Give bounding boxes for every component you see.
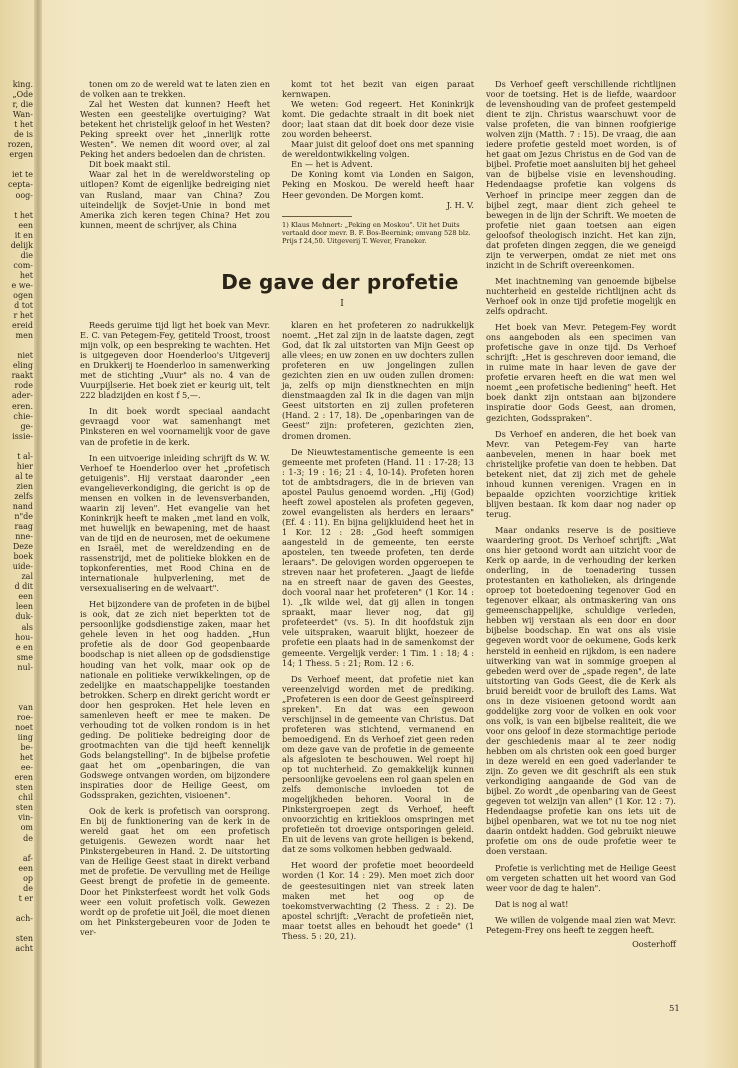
previous-page-edge [0, 80, 33, 954]
edge-fragment: al te [15, 471, 33, 481]
edge-fragment: sten [15, 933, 33, 943]
edge-fragment: duk- [15, 612, 33, 622]
edge-fragment: de [23, 833, 33, 843]
prev-article-footnote: 1) Klaus Mehnert: „Peking en Moskou". Uit het Duits vertaald door mevr. B. F. Bos-Beernink; omvang 528 blz. Prijs f 24,50. Uitgeverij T. Wever, Franeker. [282, 220, 471, 245]
paragraph: We willen de volgende maal zien wat Mevr. Petegem-Frey ons heeft te zeggen heeft. [486, 914, 676, 935]
edge-fragment: t het [14, 210, 33, 220]
edge-fragment: r, die [12, 100, 33, 110]
edge-fragment [0, 924, 33, 934]
edge-fragment: ereid [12, 321, 33, 331]
paragraph: Het bijzondere van de profeten in de bijbel is ook, dat ze zich niet beperkten tot de persoonlijke godsdienstige zaken, maar het gehele leven in het oog hadden. „Hun profetie als de door God geopenbaarde boodschap is niet alleen op de godsdienstige houding van het volk, maar ook op de nationale en politieke verwikkelingen, op de zedelijke en maatschappelijke toestanden betrokken. Scherp en direkt gericht wordt er door hen gesproken. Het hele leven en samenleven heeft er mee te maken. De verhouding tot de volken rondom is in het geding. De politieke bedreiging door de grootmachten van die tijd heeft kennelijk Gods belangstelling". In de bijbelse profetie gaat het om „openbaringen, die van Godswege ontvangen worden, om bijzondere inspiraties door de Heilige Geest, om Godsspraken, gezichten, visioenen". [80, 599, 270, 801]
paragraph: Maar juist dit geloof doet ons met spanning de wereldontwikkeling volgen. [282, 139, 474, 160]
paragraph: Met inachtneming van genoemde bijbelse nuchterheid en gestelde richtlijnen acht ds Verhoef ook in onze tijd profetie mogelijk en zelfs opdracht. [486, 275, 676, 317]
edge-fragment: roe- [16, 712, 33, 722]
edge-fragment: sten [15, 803, 33, 813]
edge-fragment: king. [12, 80, 33, 89]
edge-fragment [0, 904, 33, 914]
paragraph: Dit boek maakt stil. [89, 159, 171, 170]
edge-fragment: zelfs [14, 491, 33, 501]
edge-fragment: hou- [15, 632, 33, 642]
edge-fragment: t er [18, 893, 33, 903]
edge-fragment: eren [14, 773, 33, 783]
edge-fragment [0, 844, 33, 854]
edge-fragment: de is [13, 130, 33, 140]
article-col2 [282, 320, 474, 941]
paragraph: Ds Verhoef geeft verschillende richtlijnen voor de toetsing. Het is de liefde, waardoor de levenshouding van de profeet gestempeld dient te zijn. Christus waarschuwt voor de valse profeten, die van binnen roofgierige wolven zijn (Matth. 7 : 15). De vraag, die aan iedere profetie gesteld moet worden, is of het gaat om Jezus Christus en de God van de bijbel. Profetie moet aansluiten bij het geheel van de bijbelse visie en levenshouding. Hedendaagse profetie kan volgens ds Verhoef in principe meer zeggen dan de bijbel zegt, maar dient zich geheel te bewegen in de lijn der Schrift. We moeten de profetie niet gaan toetsen aan eigen geloofsof theologisch inzicht. Het kan zijn, dat profeten dingen zeggen, die we geneigd zijn te verwerpen, omdat ze niet met ons inzicht in de Schrift overeenkomen. [486, 79, 676, 270]
edge-fragment: e en [15, 642, 33, 652]
edge-fragment: van [18, 702, 33, 712]
paragraph: Ds Verhoef meent, dat profetie niet kan vereenzelvigd worden met de prediking. „Profeteren is een door de Geest geïnspireerd spreken". En dat was een gewoon verschijnsel in de gemeente van Christus. Dat profeteren was stichtend, vermanend en bemoedigend. En ds Verhoef ziet geen reden om deze gave van de profetie in de gemeente als afgesloten te beschouwen. Wel roept hij op tot nuchterheid. Zo gemakkelijk kunnen persoonlijke gevoelens een rol gaan spelen en zelfs demonische invloeden tot de mogelijkheden behoren. Vooral in de Pinkstergroepen zegt ds Verhoef, heeft onvoorzichtig en kritiekloos omspringen met profetieën tot droevige ontsporingen geleid. En uit de levens van grote heiligen is bekend, dat ze soms volkomen hebben gedwaald. [282, 673, 474, 855]
edge-fragment [0, 442, 33, 452]
edge-fragment: raag [14, 522, 33, 532]
edge-fragment: eling [12, 361, 33, 371]
edge-fragment: sme [16, 652, 33, 662]
edge-fragment: het [19, 753, 33, 763]
paragraph: Profetie is verlichting met de Heilige Geest om vergeten schatten uit het woord van God weer voor de dag te halen". [486, 862, 676, 893]
edge-fragment: op [23, 873, 33, 883]
edge-fragment: het [19, 270, 33, 280]
edge-fragment: een [18, 220, 33, 230]
prev-article-col1 [80, 79, 270, 230]
paragraph: De Koning komt via Londen en Saigon, Peking en Moskou. De wereld heeft haar Heer gevonden. De Morgen komt. [282, 169, 474, 200]
edge-fragment: delijk [10, 240, 33, 250]
edge-fragment: zal [21, 572, 33, 582]
paragraph: Zal het Westen dat kunnen? Heeft het Westen een geestelijke overtuiging? Wat betekent het christelijk geloof in het Westen? Peking spreekt over het „innerlijk rotte Westen". We nemen dit woord over, al zal Peking het anders bedoelen dan de christen. [80, 99, 270, 160]
edge-fragment: de [23, 883, 33, 893]
edge-fragment: Wan- [12, 110, 33, 120]
page-number: 51 [669, 1004, 680, 1014]
edge-fragment [0, 683, 33, 693]
paragraph: De Nieuwtestamentische gemeente is een gemeente met profeten (Hand. 11 : 17-28; 13 : 1-3; 19 : 16; 21 : 4, 10-14). Profeten horen tot de ambtsdragers, die in de brieven van apostel Paulus genoemd worden. „Hij (God) heeft zowel apostelen als profeten gegeven, zowel evangelisten als herders en leraars" (Ef. 4 : 11). En bijna gelijkluidend heet het in 1 Kor. 12 : 28: „God heeft sommigen aangesteld in de gemeente, ten eerste apostelen, ten tweede profeten, ten derde leraars". De gelovigen worden opgeroepen te streven naar het profeteren. „Jaagt de liefde na en streeft naar de gaven des Geestes, doch vooral naar het profeteren" (1 Kor. 14 : 1). „Ik wilde wel, dat gij allen in tongen spraakt, maar liever nog, dat gij profeteerdet" (vs. 5). In dit hoofdstuk zijn vele uitspraken, waaruit blijkt, hoezeer de profetie een plaats had in de samenkomst der gemeente. Vergelijk verder: 1 Tim. 1 : 18; 4 : 14; 1 Thess. 5 : 21; Rom. 12 : 6. [282, 446, 474, 668]
edge-fragment: t al- [17, 451, 33, 461]
edge-fragment: af- [22, 853, 33, 863]
paragraph: We weten: God regeert. Het Koninkrijk komt. Die gedachte straalt in dit boek niet door; laat staan dat dit boek door deze visie zou worden beheerst. [282, 99, 474, 140]
edge-fragment: hier [16, 461, 33, 471]
article-author: Oosterhoff [632, 938, 676, 949]
paragraph: Waar zal het in de wereldworsteling op uitlopen? Komt de eigenlijke bedreiging niet van Rusland, maar van China? Zou uiteindelijk de Sovjet-Unie in bond met Amerika zich keren tegen China? Het zou kunnen, meent de schrijver, als China [80, 169, 270, 230]
edge-fragment: die [20, 250, 33, 260]
edge-fragment: Deze [12, 542, 33, 552]
edge-fragment: vin- [18, 813, 33, 823]
edge-fragment: ach- [15, 913, 33, 923]
paragraph: Het boek van Mevr. Petegem-Fey wordt ons aangeboden als een specimen van profetische gave in onze tijd. Ds Verhoef schrijft: „Het is geschreven door iemand, die in ruime mate in haar leven de gave der profetie ervaren heeft en die wat men wel noemt „een profetische bediening" heeft. Het boek dankt zijn ontstaan aan bijzondere inspiratie door Gods Geest, aan dromen, gezichten, Godsspraken". [486, 322, 676, 423]
edge-fragment: oog- [15, 190, 33, 200]
edge-fragment: nand [12, 501, 33, 511]
edge-fragment [0, 201, 33, 211]
edge-fragment: zien [16, 481, 33, 491]
edge-fragment: be- [20, 743, 33, 753]
binding-gutter [34, 0, 42, 1068]
edge-fragment: it en [14, 230, 33, 240]
edge-fragment: nul- [17, 662, 33, 672]
edge-fragment: boek [13, 552, 33, 562]
edge-fragment: d tot [14, 301, 33, 311]
edge-fragment: „Ode [12, 90, 33, 100]
edge-fragment: ge- [20, 421, 33, 431]
edge-fragment: eren. [12, 401, 33, 411]
edge-fragment: uide- [12, 562, 33, 572]
paragraph: Ook de kerk is profetisch van oorsprong. En bij de funktionering van de kerk in de wereld gaat het om een profetisch getuigenis. Gewezen wordt naar het Pinkstergebeuren in Hand. 2. De uitstorting van de Heilige Geest staat in direkt verband met de profetie. De vervulling met de Heilige Geest brengt de profetie in de gemeente. Door het Pinksterfeest wordt het volk Gods weer een voluit profetisch volk. Gewezen wordt op de profetie uit Joël, die moet dienen om het Pinkstergebeuren voor de Joden te ver- [80, 806, 270, 937]
paragraph: tonen om zo de wereld wat te laten zien en de volken aan te trekken. [80, 79, 270, 100]
prev-article-signature: J. H. V. [446, 199, 474, 210]
edge-fragment: een [18, 863, 33, 873]
paragraph: Het woord der profetie moet beoordeeld worden (1 Kor. 14 : 29). Men moet zich door de geestesuitingen niet van streek laten maken met het oog op de toekomstverwachting (2 Thess. 2 : 2). De apostel schrijft: „Veracht de profetieën niet, maar toetst alles en behoudt het goede" (1 Thess. 5 : 20, 21). [282, 860, 474, 941]
paragraph: En — het is Advent. [291, 159, 373, 170]
edge-fragment: ergen [9, 150, 33, 160]
paragraph: komt tot het bezit van eigen paraat kernwapen. [282, 79, 474, 100]
article-col1 [80, 320, 270, 937]
edge-fragment [0, 693, 33, 703]
edge-fragment: issie- [12, 431, 33, 441]
edge-fragment: ader- [11, 391, 33, 401]
paragraph: In een uitvoerige inleiding schrijft ds W. W. Verhoef te Hoenderloo over het „profetisch getuigenis". Hij verstaat daaronder „een evangelieverkondiging, die gericht is op de mensen en volken in de levensverbanden, waarin zij leven". Het evangelie van het Koninkrijk heeft te maken „met land en volk, met huwelijk en bewapening, met de haast van de tijd en de neurosen, met de oekumene en Israël, met de wereldzending en de rassenstrijd, met de politieke blokken en de topkonferenties, met Rood China en de internationale hulpverlening, met de versexualisering en de welvaart". [80, 452, 270, 594]
edge-fragment: iet te [12, 170, 33, 180]
edge-fragment: niet [17, 351, 33, 361]
edge-fragment [0, 341, 33, 351]
edge-fragment: leen [15, 602, 33, 612]
article-col3 [486, 79, 676, 949]
paragraph: Dat is nog al wat! [495, 898, 569, 909]
paragraph: Reeds geruime tijd ligt het boek van Mevr. E. C. van Petegem-Fey, getiteld Troost, troost mijn volk, op een bespreking te wachten. Het is uitgegeven door Hoenderloo's Uitgeverij en Drukkerij te Hoenderloo in samenwerking met de stichting „Vuur" als no. 4 van de Vuurpijlserie. Het boek ziet er keurig uit, telt 222 bladzijden en kost f 5,—. [80, 320, 270, 401]
edge-fragment: r het [13, 311, 33, 321]
footnote-rule [282, 216, 352, 217]
article-section: I [340, 299, 344, 309]
edge-fragment: n"de [14, 512, 33, 522]
edge-fragment: als [21, 622, 33, 632]
edge-fragment: e we- [11, 280, 33, 290]
paragraph: Ds Verhoef en anderen, die het boek van Mevr. van Petegem-Fey van harte aanbevelen, menen in haar boek met christelijke profetie van doen te hebben. Dat betekent niet, dat zij zich met de gehele inhoud kunnen verenigen. Vragen en in bepaalde opzichten voorzichtige kritiek blijven bestaan. Ik kom daar nog nader op terug. [486, 428, 676, 519]
edge-fragment: nne- [15, 532, 33, 542]
edge-fragment: d dit [14, 582, 33, 592]
edge-fragment: rozen, [7, 140, 33, 150]
edge-fragment: acht [15, 944, 33, 954]
edge-fragment [0, 160, 33, 170]
edge-fragment: t het [14, 120, 33, 130]
paragraph: In dit boek wordt speciaal aandacht gevraagd voor wat samenhangt met Pinksteren en wel voornamelijk voor de gave van de profetie in de kerk. [80, 406, 270, 447]
paragraph: klaren en het profeteren zo nadrukkelijk noemt. „Het zal zijn in de laatste dagen, zegt God, dat Ik zal uitstorten van Mijn Geest op alle vlees; en uw zonen en uw dochters zullen profeteren en uw jongelingen zullen gezichten zien en uw ouden zullen dromen: ja, zelfs op mijn dienstknechten en mijn dienstmaagden zal Ik in die dagen van mijn Geest uitstorten en zij zullen profeteren (Hand. 2 : 17, 18). De „openbaringen van de Geest" zijn: profeteren, gezichten zien, dromen dromen. [282, 320, 474, 441]
edge-fragment: com- [13, 260, 33, 270]
edge-fragment: sten [15, 783, 33, 793]
edge-fragment: cepta- [7, 180, 33, 190]
edge-fragment: iing [17, 733, 33, 743]
edge-fragment: een [18, 592, 33, 602]
edge-fragment: noet [15, 723, 33, 732]
edge-fragment: chil [18, 793, 33, 803]
edge-fragment: rode [14, 381, 33, 391]
edge-fragment: om [20, 823, 33, 833]
paragraph: Maar ondanks reserve is de positieve waardering groot. Ds Verhoef schrijft: „Wat ons hier getoond wordt aan uitzicht voor de Kerk op aarde, in de verhouding der kerken onderling, in de toenadering tussen protestanten en katholieken, als dringende oproep tot boetedoening tegenover God en tegenover elkaar, als ontmaskering van ons gemeenschappelijke, schuldige verleden, hebben wij verstaan als een door en door bijbelse boodschap. En wat ons als visie gegeven wordt voor de oekumene, Gods kerk hersteld in eenheid en rijkdom, is een nadere uitwerking van wat in sommige groepen al gebeden werd over de „spade regen", de late uitstorting van Gods Geest, die de Kerk als bruid bereidt voor de bruiloft des Lams. Wat ons in deze visioenen getoond wordt aan goddelijke zorg voor de volken en ook voor ons volk, is van een bijbelse realiteit, die we voor ons geloof in deze stormachtige periode der geschiedenis maar al te zeer nodig hebben om als christen ook een goed burger in deze wereld en een goed vaderlander te zijn. Zo geven we dit geschrift als een stuk verkondiging aangaande de God van de bijbel. Zo wordt „de openbaring van de Geest gegeven tot welzijn van allen" (1 Kor. 12 : 7). Hedendaagse profetie kan ons iets uit de bijbel openbaren, wat we tot nu toe nog niet daarin ontdekt hadden. God gebruikt nieuwe profetie om ons de oude profetie weer te doen verstaan. [486, 524, 676, 857]
edge-fragment: chie- [13, 411, 33, 421]
edge-fragment [0, 673, 33, 683]
edge-fragment: raakt [11, 371, 33, 381]
edge-fragment: ogen [13, 290, 33, 300]
article-title: De gave der profetie [221, 270, 459, 294]
prev-article-col2 [282, 79, 474, 245]
edge-fragment: men [15, 331, 33, 341]
edge-fragment: ee- [20, 763, 33, 773]
